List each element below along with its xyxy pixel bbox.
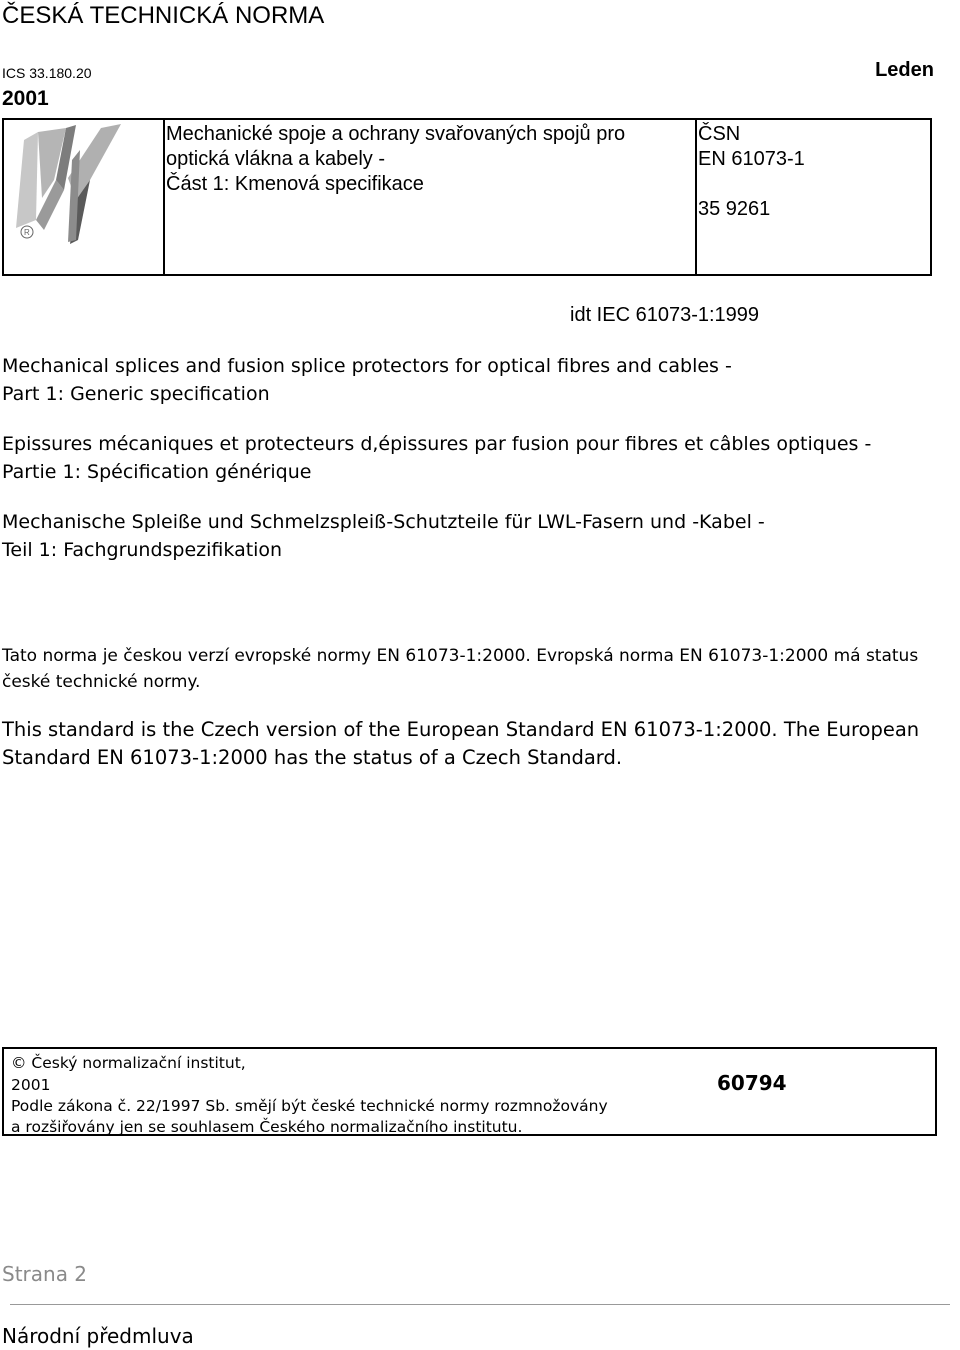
issue-year: 2001 — [2, 87, 49, 110]
copyright-line — [11, 1051, 608, 1075]
title-line: Teil 1: Fachgrundspezifikation — [2, 539, 283, 561]
title-line: Část 1: Kmenová specifikace — [166, 173, 424, 195]
standard-number: EN 61073-1 — [698, 148, 805, 170]
czech-status-note: Tato norma je českou verzí evropské normy EN 61073-1:2000. Evropská norma EN 61073-1:2000 má status české technické normy. — [2, 646, 919, 692]
title-line: Partie 1: Spécification générique — [2, 461, 312, 483]
catalog-number: 60794 — [717, 1071, 787, 1095]
title-line: Mechanische Spleiße und Schmelzspleiß-Schutzteile für LWL-Fasern und -Kabel - — [2, 511, 765, 533]
unm-logo — [6, 120, 126, 245]
page-number: Strana 2 — [2, 1262, 88, 1286]
title-line: Mechanical splices and fusion splice protectors for optical fibres and cables - — [2, 355, 732, 377]
svg-text:R: R — [24, 228, 30, 237]
czech-title — [166, 122, 625, 197]
standard-designation — [698, 122, 805, 222]
class-number: 35 9261 — [698, 198, 771, 220]
divider — [10, 1304, 950, 1305]
french-title — [2, 430, 871, 486]
title-line: Part 1: Generic specification — [2, 383, 270, 405]
issue-month: Leden — [875, 59, 934, 81]
law-line: Podle zákona č. 22/1997 Sb. smějí být české technické normy rozmnožovány — [11, 1097, 608, 1115]
law-line: a rozšiřovány jen se souhlasem Českého normalizačního institutu. — [11, 1118, 523, 1136]
copyright-symbol: © — [11, 1054, 27, 1072]
copyright-year: 2001 — [11, 1076, 51, 1094]
german-title — [2, 508, 765, 564]
title-line: Epissures mécaniques et protecteurs d,épissures par fusion pour fibres et câbles optiques - — [2, 433, 872, 455]
copyright-text — [11, 1051, 608, 1138]
box-divider — [695, 120, 697, 274]
section-heading: Národní předmluva — [2, 1324, 194, 1348]
english-title — [2, 352, 732, 408]
copyright-box — [2, 1047, 937, 1136]
title-line: Mechanické spoje a ochrany svařovaných spojů pro — [166, 123, 626, 145]
title-box — [2, 118, 932, 276]
document-heading: ČESKÁ TECHNICKÁ NORMA — [2, 2, 325, 29]
csn-label: ČSN — [698, 123, 741, 145]
box-divider — [163, 120, 165, 274]
institute-name: Český normalizační institut, — [26, 1054, 246, 1072]
english-status-note: This standard is the Czech version of the European Standard EN 61073-1:2000. The European Standard EN 61073-1:2000 has the status of a Czech Standard. — [2, 718, 920, 769]
identity-reference: idt IEC 61073-1:1999 — [570, 304, 760, 326]
ics-code: ICS 33.180.20 — [2, 65, 92, 81]
title-line: optická vlákna a kabely - — [166, 148, 386, 170]
